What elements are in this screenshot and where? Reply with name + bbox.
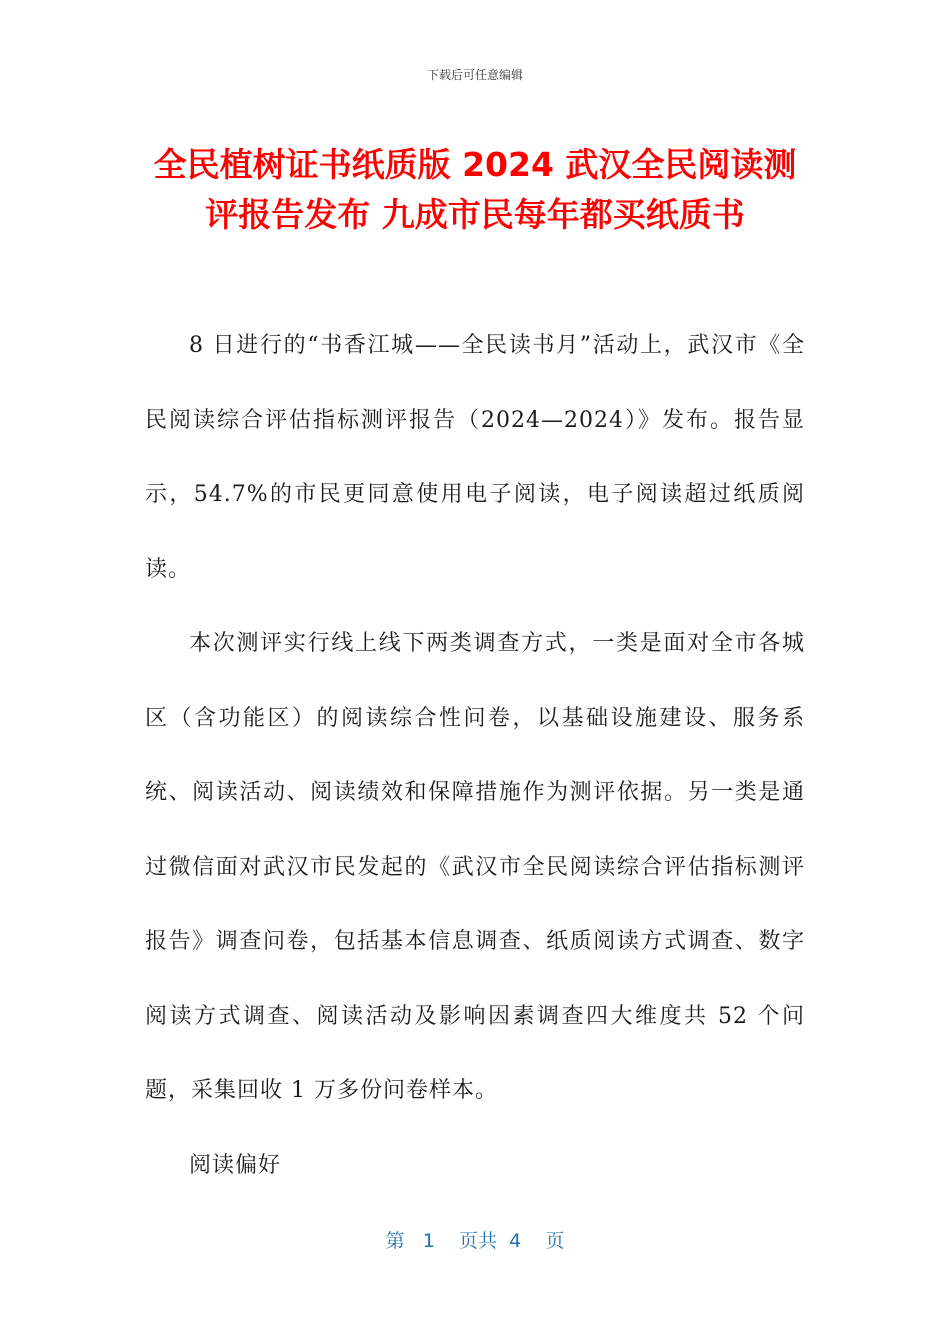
paragraph-intro: 8 日进行的“书香江城——全民读书月”活动上，武汉市《全民阅读综合评估指标测评报告（2024—2024）》发布。报告显示，54.7%的市民更同意使用电子阅读，电子阅读超过纸质阅读。 xyxy=(145,333,805,582)
document-title: 全民植树证书纸质版 2024 武汉全民阅读测评报告发布 九成市民每年都买纸质书 xyxy=(153,145,797,234)
page-total: 4 xyxy=(509,1230,522,1252)
section-heading-reading-preference: 阅读偏好 xyxy=(189,1152,282,1178)
page-footer xyxy=(0,1226,950,1253)
header-note: 下载后可任意编辑 xyxy=(426,68,523,82)
page-current: 1 xyxy=(422,1230,435,1252)
paragraph-survey-method: 本次测评实行线上线下两类调查方式，一类是面对全市各城区（含功能区）的阅读综合性问卷，以基础设施建设、服务系统、阅读活动、阅读绩效和保障措施作为测评依据。另一类是通过微信面对武汉市民发起的《武汉市全民阅读综合评估指标测评报告》调查问卷，包括基本信息调查、纸质阅读方式调查、数字阅读方式调查、阅读活动及影响因素调查四大维度共 52 个问题，采集回收 1 万多份问卷样本。 xyxy=(145,631,805,1103)
page-label-middle: 页共 xyxy=(459,1230,498,1252)
document-body xyxy=(145,309,805,1203)
page-label-suffix: 页 xyxy=(545,1230,565,1252)
page-label-prefix: 第 xyxy=(385,1230,405,1252)
